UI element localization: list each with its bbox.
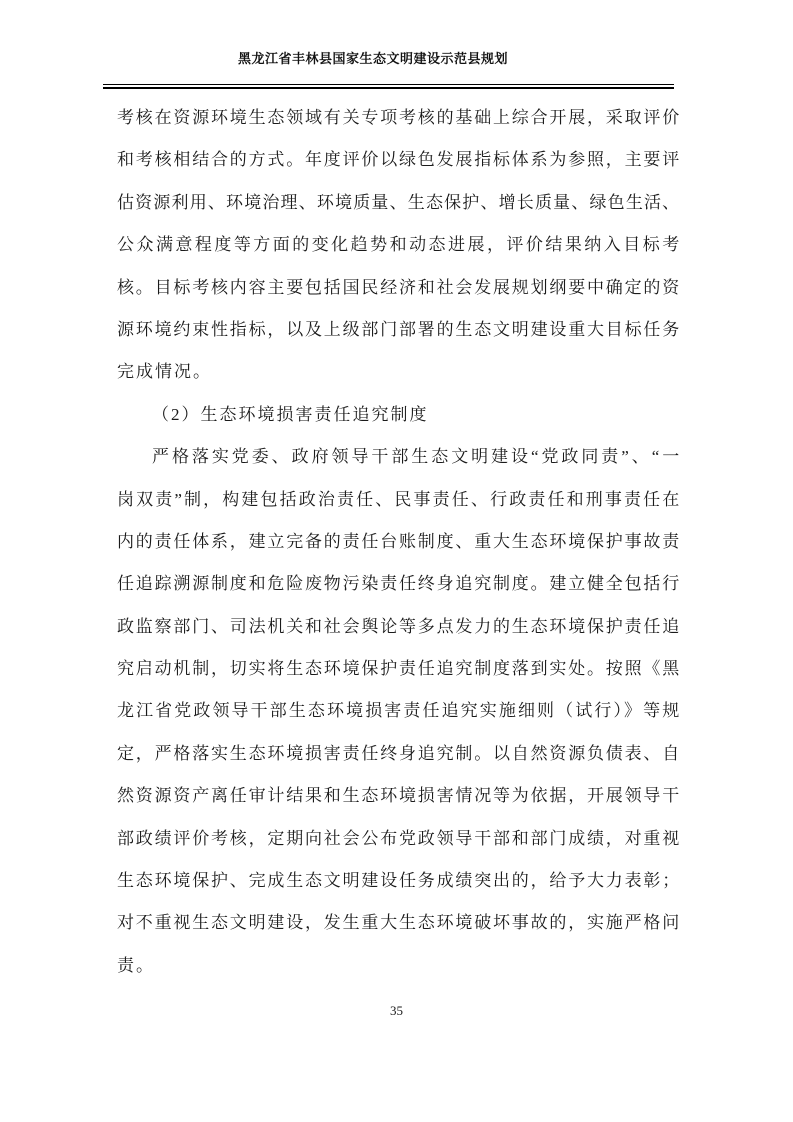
body-text-line: 考核在资源环境生态领域有关专项考核的基础上综合开展，采取评价 [117,108,680,127]
body-text-line: 内的责任体系，建立完备的责任台账制度、重大生态环境保护事故责 [117,531,680,551]
body-text-line: 政监察部门、司法机关和社会舆论等多点发力的生态环境保护责任追 [117,616,680,636]
header-divider-double-rule [103,84,674,89]
page-header-title: 黑龙江省丰林县国家生态文明建设示范县规划 [237,51,508,66]
body-text-line: 公众满意程度等方面的变化趋势和动态进展，评价结果纳入目标考 [117,235,680,255]
body-text-line: 定，严格落实生态环境损害责任终身追究制。以自然资源负债表、自 [117,743,680,763]
body-text-line: 完成情况。 [117,362,212,382]
body-text-line: 和考核相结合的方式。年度评价以绿色发展指标体系为参照，主要评 [117,150,680,170]
body-text-line: 岗双责”制，构建包括政治责任、民事责任、行政责任和刑事责任在 [117,489,680,509]
body-text-line: 任追踪溯源制度和危险废物污染责任终身追究制度。建立健全包括行 [117,574,680,594]
body-text-line: 核。目标考核内容主要包括国民经济和社会发展规划纲要中确定的资 [117,277,680,297]
body-text-line: 严格落实党委、政府领导干部生态文明建设“党政同责”、“一 [152,447,680,467]
body-text-line: 对不重视生态文明建设，发生重大生态环境破坏事故的，实施严格问 [117,913,680,933]
body-text-line: 估资源利用、环境治理、环境质量、生态保护、增长质量、绿色生活、 [117,192,680,212]
body-text-line: 责。 [117,955,155,975]
body-text-line: 然资源资产离任审计结果和生态环境损害情况等为依据，开展领导干 [117,786,680,806]
body-text-line: 生态环境保护、完成生态文明建设任务成绩突出的，给予大力表彰； [117,871,680,891]
body-text [117,97,680,987]
body-text-line: 龙江省党政领导干部生态环境损害责任追究实施细则（试行）》等规 [117,701,680,721]
body-text-line: （2）生态环境损害责任追究制度 [152,404,429,424]
body-text-line: 部政绩评价考核，定期向社会公布党政领导干部和部门成绩，对重视 [117,828,680,848]
body-text-line: 源环境约束性指标，以及上级部门部署的生态文明建设重大目标任务 [117,319,680,339]
page-number: 35 [390,1003,403,1018]
body-text-line: 究启动机制，切实将生态环境保护责任追究制度落到实处。按照《黑 [117,659,680,679]
